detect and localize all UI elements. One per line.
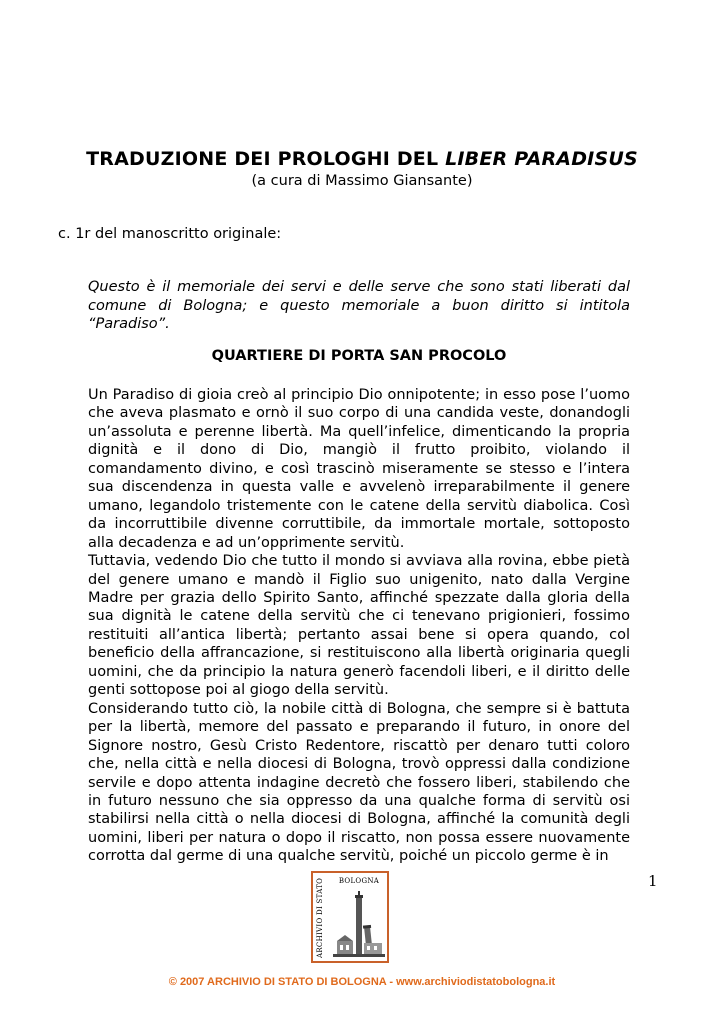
body-text bbox=[88, 386, 630, 866]
manuscript-reference: c. 1r del manoscritto originale: bbox=[58, 226, 282, 242]
title-italic: LIBER PARADISUS bbox=[445, 148, 638, 170]
paragraph: Tuttavia, vedendo Dio che tutto il mondo si avviava alla rovina, ebbe pietà del genere umano e mandò il Figlio suo unigenito, nato dalla Vergine Madre per grazia dello Spirito Santo, affinché spezzate dalla gloria della sua dignità le catene della servitù che ci tenevano prigionieri, fossimo restituiti all’antica libertà; pertanto assai bene si opera quando, col beneficio della affrancazione, si restituiscono alla libertà originaria quegli uomini, che da principio la natura generò facendoli liberi, e il diritto delle genti sottopose poi al giogo della servitù. bbox=[88, 553, 630, 699]
page-number: 1 bbox=[648, 872, 658, 890]
document-subtitle: (a cura di Massimo Giansante) bbox=[251, 173, 473, 189]
footer-copyright: © 2007 ARCHIVIO DI STATO DI BOLOGNA - www.archiviodistatobologna.it bbox=[168, 976, 556, 988]
title-main: TRADUZIONE DEI PROLOGHI DEL bbox=[86, 148, 446, 170]
section-heading: QUARTIERE DI PORTA SAN PROCOLO bbox=[211, 348, 507, 364]
paragraph: Considerando tutto ciò, la nobile città di Bologna, che sempre si è battuta per la libertà, memore del passato e preparando il futuro, in onore del Signore nostro, Gesù Cristo Redentore, riscattò per denaro tutti coloro che, nella città e nella diocesi di Bologna, trovò oppressi dalla condizione servile e dopo attenta indagine decretò che fossero liberi, stabilendo che in futuro nessuno che sia oppresso da una qualche forma di servitù osi stabilirsi nella città o nella diocesi di Bologna, affinché la comunità degli uomini, liberi per natura o dopo il riscatto, non possa essere nuovamente corrotta dal germe di una qualche servitù, poiché un piccolo germe è in bbox=[88, 700, 630, 865]
paragraph: Un Paradiso di gioia creò al principio Dio onnipotente; in esso pose l’uomo che aveva plasmato e ornò il suo corpo di una candida veste, donandogli un’assoluta e perenne libertà. Ma quell’infelice, dimenticando la propria dignità e il dono di Dio, mangiò il frutto proibito, violando il comandamento divino, e così trascinò miseramente se stesso e l’intera sua discendenza in questa valle e avvelenò irreparabilmente il genere umano, legandolo tristemente con le catene della servitù diabolica. Così da incorruttibile divenne corruttibile, da immortale mortale, sottoposto alla decadenza e ad un’opprimente servitù. bbox=[88, 387, 630, 551]
logo-side-text: ARCHIVIO DI STATO bbox=[316, 877, 324, 959]
memorial-quote: Questo è il memoriale dei servi e delle serve che sono stati liberati dal comune di Bologna; e questo memoriale a buon diritto si intitola “Paradiso”. bbox=[88, 279, 630, 332]
archive-logo bbox=[311, 871, 389, 963]
logo-top-text: BOLOGNA bbox=[338, 877, 380, 885]
document-title bbox=[0, 148, 724, 170]
towers-icon bbox=[329, 887, 387, 961]
